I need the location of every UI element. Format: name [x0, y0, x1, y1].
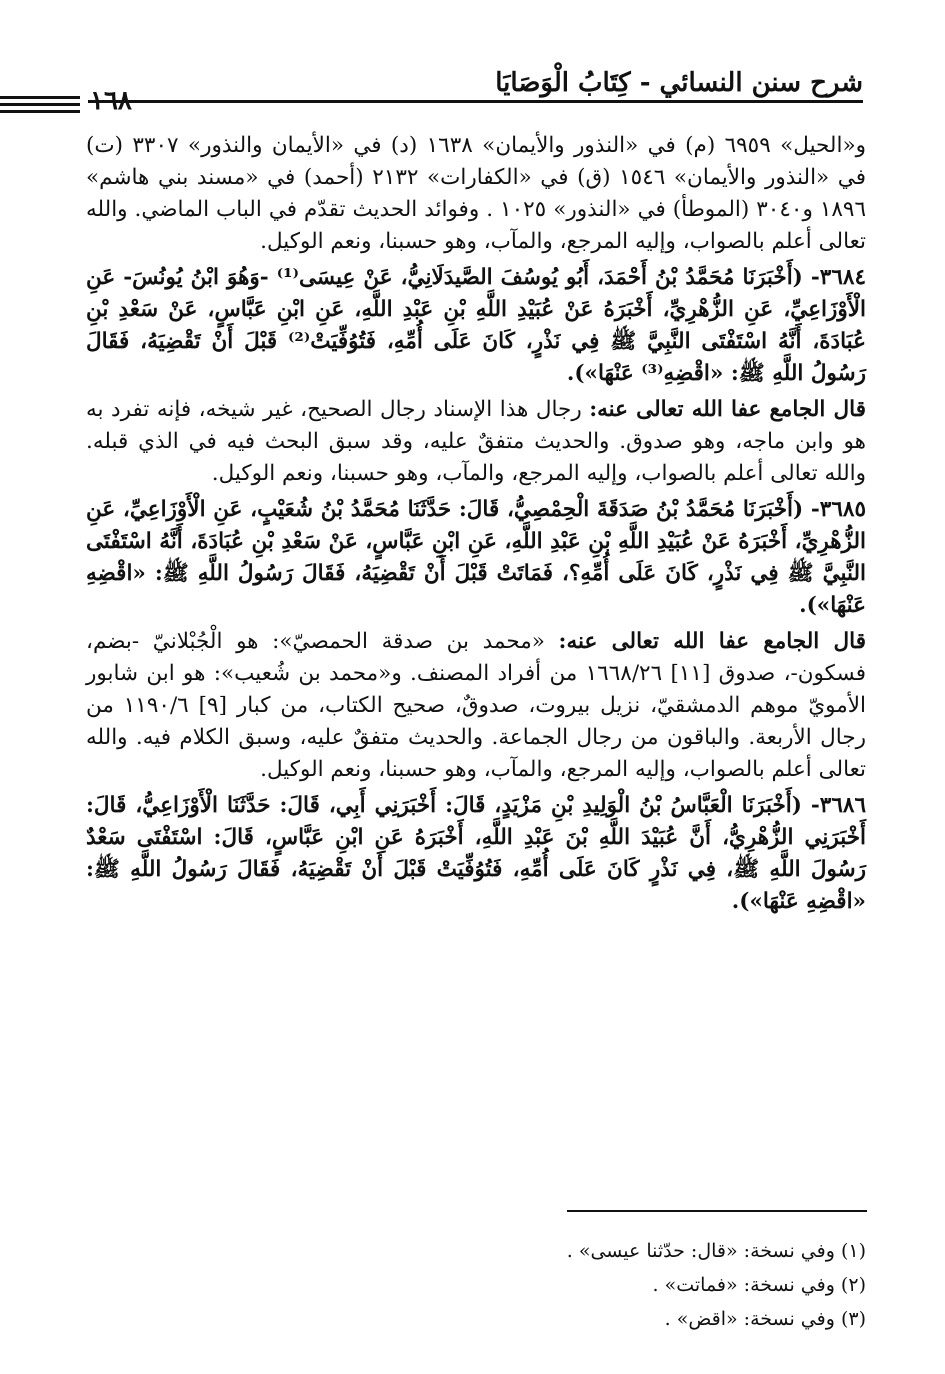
footnote-3: (٣) وفي نسخة: «اقض» . [664, 1308, 866, 1330]
page-number-rules [0, 96, 80, 117]
footnote-separator [567, 1210, 867, 1212]
main-text [86, 130, 866, 922]
commentary-3684 [86, 394, 866, 490]
commentary-3685 [86, 626, 866, 786]
footnotes [86, 1234, 866, 1336]
hadith-3684: ٣٦٨٤- (أَخْبَرَنَا مُحَمَّدُ بْنُ أَحْمَدَ، أَبُو يُوسُفَ الصَّيدَلَانِيُّ، عَنْ عِيسَى⁽¹⁾ -وَهُوَ ابْنُ يُونُسَ- عَنِ الْأَوْزَاعِيِّ، عَنِ الزُّهْرِيِّ، أَخْبَرَهُ عَنْ عُبَيْدِ اللَّهِ بْنِ عَبْدِ اللَّهِ، عَنِ ابْنِ عَبَّاسٍ، عَنْ سَعْدِ بْنِ عُبَادَةَ، أَنَّهُ اسْتَفْتَى النَّبِيَّ ﷺ فِي نَذْرٍ، كَانَ عَلَى أُمِّهِ، فَتُوُفِّيَتْ⁽²⁾ قَبْلَ أَنْ تَقْضِيَهُ، فَقَالَ رَسُولُ اللَّهِ ﷺ: «اقْضِهِ⁽³⁾ عَنْهَا»). [86, 265, 866, 386]
header-title: شرح سنن النسائي - كِتَابُ الْوَصَايَا [495, 68, 863, 98]
page-number-block [0, 86, 185, 120]
paragraph-takhrij: و«الحيل» ٦٩٥٩ (م) في «النذور والأيمان» ١٦٣٨ (د) في «الأيمان والنذور» ٣٣٠٧ (ت) في «النذور والأيمان» ١٥٤٦ (ق) في «الكفارات» ٢١٣٢ (أحمد) في «مسند بني هاشم» ١٨٩٦ و٣٠٤٠ (الموطأ) في «النذور» ١٠٢٥ . وفوائد الحديث تقدّم في الباب الماضي. والله تعالى أعلم بالصواب، وإليه المرجع، والمآب، وهو حسبنا، ونعم الوكيل. [86, 133, 867, 254]
hadith-3686: ٣٦٨٦- (أَخْبَرَنَا الْعَبَّاسُ بْنُ الْوَلِيدِ بْنِ مَزْيَدٍ، قَالَ: أَخْبَرَنِي أَبِي، قَالَ: حَدَّثَنَا الْأَوْزَاعِيُّ، قَالَ: أَخْبَرَنِي الزُّهْرِيُّ، أَنَّ عُبَيْدَ اللَّهِ بْنَ عَبْدِ اللَّهِ، أَخْبَرَهُ عَنِ ابْنِ عَبَّاسٍ، قَالَ: اسْتَفْتَى سَعْدٌ رَسُولَ اللَّهِ ﷺ، فِي نَذْرٍ كَانَ عَلَى أُمِّهِ، فَتُوُفِّيَتْ قَبْلَ أَنْ تَقْضِيَهُ، فَقَالَ رَسُولُ اللَّهِ ﷺ: «اقْضِهِ عَنْهَا»). [86, 793, 866, 914]
page-number: ١٦٨ [90, 86, 132, 116]
footnote-2: (٢) وفي نسخة: «فماتت» . [652, 1274, 866, 1296]
header-rule [88, 100, 863, 103]
running-header [88, 56, 863, 104]
commentary-label: قال الجامع عفا الله تعالى عنه: [589, 397, 866, 422]
commentary-text: «محمد بن صدقة الحمصيّ»: هو الْجُبْلانيّ -بضم، فسكون-، صدوق [١١] ١٦٦٨/٢٦ من أفراد المصنف. و«محمد بن شُعيب»: هو ابن شابور الأمويّ موهم الدمشقيّ، نزيل بيروت، صدوقٌ، صحيح الكتاب، من كبار [٩] ١١٩٠/٦ من رجال الأربعة. والباقون من رجال الجماعة. والحديث متفقٌ عليه، وسبق الكلام فيه. والله تعالى أعلم بالصواب، وإليه المرجع، والمآب، وهو حسبنا، ونعم الوكيل. [86, 629, 866, 782]
footnote-1: (١) وفي نسخة: «قال: حدّثنا عيسى» . [566, 1240, 866, 1262]
commentary-text: رجال هذا الإسناد رجال الصحيح، غير شيخه، فإنه تفرد به هو وابن ماجه، وهو صدوق. والحديث متفقٌ عليه، وقد سبق البحث فيه في الذي قبله. والله تعالى أعلم بالصواب، وإليه المرجع، والمآب، وهو حسبنا، ونعم الوكيل. [86, 397, 866, 486]
commentary-label: قال الجامع عفا الله تعالى عنه: [558, 629, 866, 654]
hadith-3685: ٣٦٨٥- (أَخْبَرَنَا مُحَمَّدُ بْنُ صَدَقَةَ الْحِمْصِيُّ، قَالَ: حَدَّثَنَا مُحَمَّدُ بْنُ شُعَيْبٍ، عَنِ الْأَوْزَاعِيِّ، عَنِ الزُّهْرِيِّ، أَخْبَرَهُ عَنْ عُبَيْدِ اللَّهِ بْنِ عَبْدِ اللَّهِ، عَنِ ابْنِ عَبَّاسٍ، عَنْ سَعْدِ بْنِ عُبَادَةَ، أَنَّهُ اسْتَفْتَى النَّبِيَّ ﷺ فِي نَذْرٍ، كَانَ عَلَى أُمِّهِ؟، فَمَاتَتْ قَبْلَ أَنْ تَقْضِيَهُ، فَقَالَ رَسُولُ اللَّهِ ﷺ: «اقْضِهِ عَنْهَا»). [86, 497, 866, 618]
